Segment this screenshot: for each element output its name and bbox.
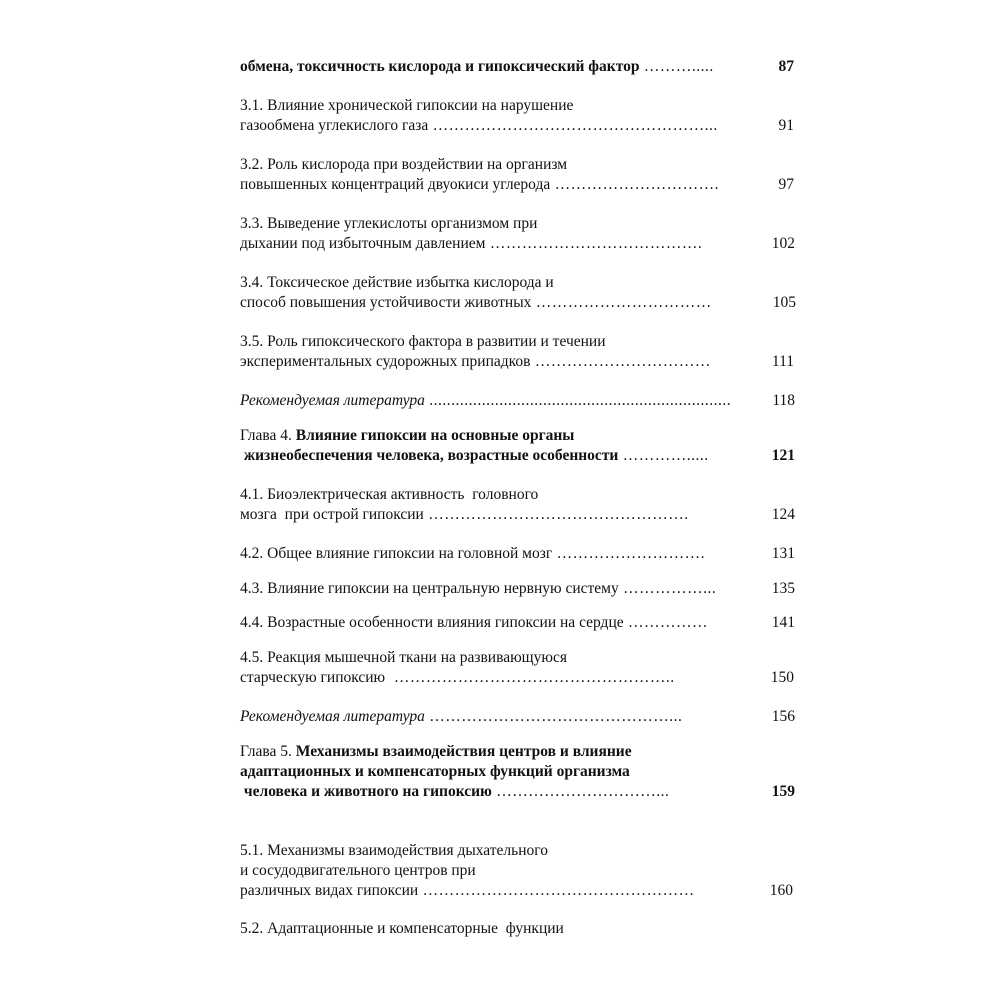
toc-line	[240, 881, 800, 901]
toc-line	[240, 613, 800, 633]
toc-text: 3.2. Роль кислорода при воздействии на организм	[240, 156, 568, 173]
toc-entry	[240, 742, 800, 802]
toc-entry	[240, 841, 800, 901]
toc-text: 3.5. Роль гипоксического фактора в развитии и течении	[240, 333, 606, 350]
leader-dots: ………….....	[618, 447, 709, 464]
leader-dots: ……………………………	[530, 353, 711, 370]
toc-line	[240, 707, 800, 727]
toc-line	[240, 579, 800, 599]
toc-entry	[240, 613, 800, 633]
page-number: 160	[769, 882, 793, 899]
toc-text: 3.1. Влияние хронической гипоксии на нарушение	[240, 97, 574, 114]
page-number: 124	[771, 506, 795, 523]
toc-entry	[240, 155, 800, 195]
toc-text: дыхании под избыточным давлением	[240, 235, 486, 252]
toc-text: жизнеобеспечения человека, возрастные особенности	[240, 447, 619, 464]
toc-line	[240, 391, 800, 411]
leader-dots: …………………………...	[491, 783, 670, 800]
toc-text: человека и животного на гипоксию	[240, 783, 492, 800]
toc-text: 5.2. Адаптационные и компенсаторные функции	[240, 920, 564, 937]
page-number: 135	[771, 580, 795, 597]
leader-dots: ……………………………	[531, 294, 712, 311]
toc-text: 3.4. Токсическое действие избытка кислорода и	[240, 274, 554, 291]
toc-entry	[240, 579, 800, 599]
toc-line	[240, 782, 800, 802]
page-number: 97	[778, 176, 794, 193]
page-number: 121	[771, 447, 795, 464]
page-number: 131	[771, 545, 795, 562]
toc-text: различных видах гипоксии	[240, 882, 419, 899]
leader-dots: ……………	[623, 614, 708, 631]
toc-text: 4.3. Влияние гипоксии на центральную нервную систему	[240, 580, 619, 597]
toc-line	[240, 293, 800, 313]
page-number: 150	[770, 669, 794, 686]
leader-dots: ……….....	[639, 58, 714, 75]
toc-text: Рекомендуемая литература	[240, 708, 425, 725]
toc-text: 3.3. Выведение углекислоты организмом при	[240, 215, 538, 232]
toc-line	[240, 96, 800, 116]
leader-dots: .....................................................................	[424, 392, 732, 409]
toc-line	[240, 762, 800, 782]
leader-dots: ……………...	[618, 580, 717, 597]
chapter-prefix: Глава 4.	[240, 427, 296, 444]
toc-line	[240, 234, 800, 254]
page-number: 105	[772, 294, 796, 311]
leader-dots: ……………………………………………...	[428, 117, 718, 134]
page-number: 118	[772, 392, 795, 409]
toc-text: и сосудодвигательного центров при	[240, 862, 476, 879]
page-number: 141	[771, 614, 795, 631]
toc-line	[240, 668, 800, 688]
toc-line	[240, 544, 800, 564]
toc-text: 4.2. Общее влияние гипоксии на головной мозг	[240, 545, 553, 562]
toc-line	[240, 175, 800, 195]
page-number: 111	[771, 353, 794, 370]
toc-line	[240, 214, 800, 234]
toc-text: способ повышения устойчивости животных	[240, 294, 532, 311]
leader-dots: ………………………….	[550, 176, 719, 193]
toc-text: Влияние гипоксии на основные органы	[295, 427, 575, 444]
toc-text: адаптационных и компенсаторных функций организма	[240, 763, 630, 780]
leader-dots: ………………………………………….	[423, 506, 689, 523]
page-number: 156	[771, 708, 795, 725]
page-number: 159	[771, 783, 795, 800]
toc-text: обмена, токсичность кислорода и гипоксический фактор	[240, 58, 640, 75]
toc-line	[240, 919, 800, 939]
toc-line	[240, 116, 800, 136]
leader-dots: ………………………………………...	[424, 708, 683, 725]
page-number: 87	[778, 58, 794, 75]
toc-entry	[240, 426, 800, 466]
toc-entry	[240, 57, 800, 77]
toc-text: Рекомендуемая литература	[240, 392, 425, 409]
toc-line	[240, 841, 800, 861]
toc-entry	[240, 214, 800, 254]
toc-text: экспериментальных судорожных припадков	[240, 353, 531, 370]
toc-line	[240, 648, 800, 668]
toc-entry	[240, 273, 800, 313]
toc-line	[240, 861, 800, 881]
toc-text: старческую гипоксию	[240, 669, 386, 686]
toc-line	[240, 57, 800, 77]
toc-line	[240, 446, 800, 466]
leader-dots: ……………………………………………	[418, 882, 695, 899]
page-number: 102	[771, 235, 795, 252]
toc-line	[240, 155, 800, 175]
toc-text: 4.4. Возрастные особенности влияния гипоксии на сердце	[240, 614, 624, 631]
leader-dots: ……………………….	[552, 545, 705, 562]
toc-entry	[240, 332, 800, 372]
toc-line	[240, 485, 800, 505]
toc-entry	[240, 391, 800, 411]
toc-text: мозга при острой гипоксии	[240, 506, 424, 523]
toc-line	[240, 273, 800, 293]
toc-line	[240, 426, 800, 446]
leader-dots: ……………………………………………..	[385, 669, 675, 686]
toc-entry	[240, 648, 800, 688]
page-number: 91	[778, 117, 794, 134]
toc-line	[240, 352, 800, 372]
toc-line	[240, 505, 800, 525]
toc-text: Механизмы взаимодействия центров и влияние	[295, 743, 632, 760]
toc-text: 4.1. Биоэлектрическая активность головного	[240, 486, 539, 503]
toc-entry	[240, 96, 800, 136]
toc-line	[240, 332, 800, 352]
toc-text: повышенных концентраций двуокиси углерода	[240, 176, 551, 193]
toc-entry	[240, 485, 800, 525]
toc-line	[240, 742, 800, 762]
toc-text: 4.5. Реакция мышечной ткани на развивающуюся	[240, 649, 567, 666]
toc-text: газообмена углекислого газа	[240, 117, 429, 134]
toc-entry	[240, 544, 800, 564]
leader-dots: ………………………………….	[485, 235, 703, 252]
toc-entry	[240, 919, 800, 939]
chapter-prefix: Глава 5.	[240, 743, 296, 760]
toc-text: 5.1. Механизмы взаимодействия дыхательного	[240, 842, 549, 859]
toc-entry	[240, 707, 800, 727]
